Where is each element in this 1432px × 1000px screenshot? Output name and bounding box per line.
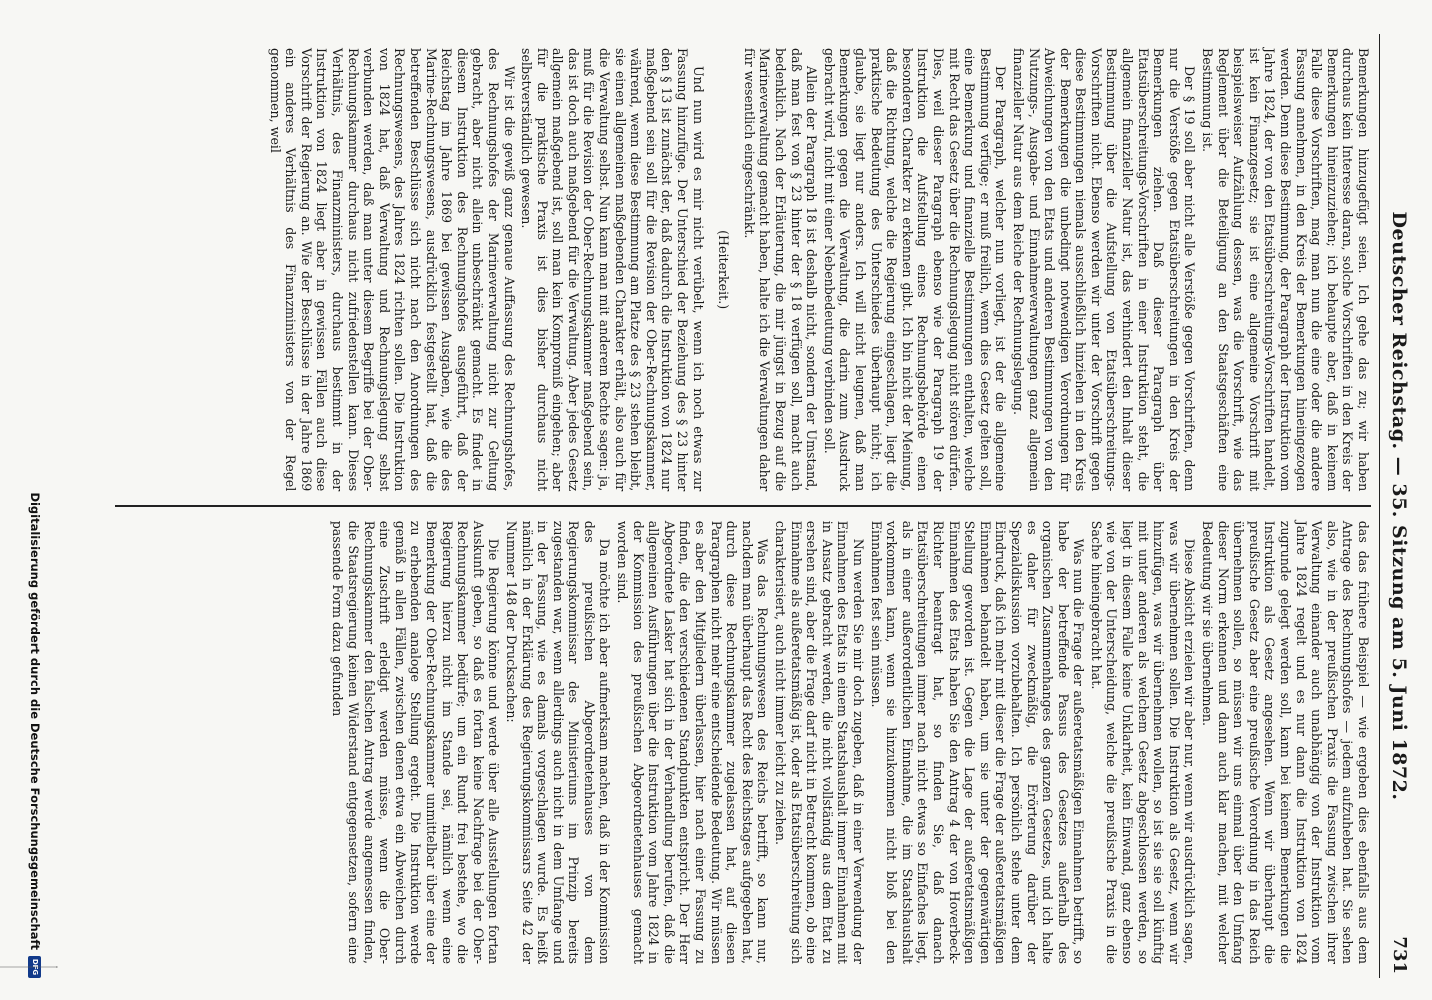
dfg-logo-icon: DFG — [29, 956, 42, 978]
paragraph: Was nun die Frage der außeretatsmäßigen Einnahmen betrifft, so habe der betreffende Passus des Gesetzes außerhalb des organischen Zusammenhanges des ganzen Gesetzes, und ich halte es daher für zweckmäßig, die Erörterung darüber der Spezialdiskussion vorzubehalten. Ich persönlich stehe unter dem Eindruck, daß ich mehr mit dieser die Frage der außeretatsmäßigen Einnahmen behandelt haben, um sie unter der gegenwärtigen Stellung geworden ist. Gegen die Lage der außeretatsmäßigen Einnahmen des Etats haben Sie den Antrag 4 der von Hoverbeck-Richter beantragt hat, so finden Sie, daß danach Etatsüberschreitungen immer nach nicht etwas so Einfaches liegt, als in einer außerordentlichen Einnahme, die im Staatshaushalt vorkommen kann, wenn sie hinzukommen nicht bloß bei den Einnahmen fest sein müssen. — [868, 520, 1087, 964]
paragraph: Der Paragraph, welcher nun vorliegt, ist der die allgemeine Bestimmung verfüge; er muß freilich, wenn dies Gesetz gelten soll, eine Bemerkung und finanzielle Bestimmungen enthalten, welche mit Recht das Gesetz über die Rechnungslegung nicht stören dürfen. Dies, weil dieser Paragraph ebenso wie der Paragraph 19 der Instruktion die Aufstellung eines Rechnungsbehörde einen besonderen Charakter zu erkennen gibt. Ich bin nicht der Meinung, daß die Richtung, welche die Regierung eingeschlagen, liegt die praktische Bedeutung des Unterschiedes überhaupt nicht; ich glaube, sie liegt nur anders. Ich will nicht leugnen, daß man Bemerkungen gegen die Verwaltung, die darin zum Ausdruck gebracht wird, nicht mit einer Nebenbedeutung verbinden soll. — [821, 48, 1009, 492]
right-column — [115, 507, 1371, 978]
interjection: (Heiterkeit.) — [716, 230, 732, 310]
left-column — [115, 34, 1371, 505]
paragraph: Diese Absicht erzielen wir aber nur, wenn wir ausdrücklich sagen, was wir übernehmen sollen. Die Instruktion als Gesetz, wenn wir hinzufügen, was wir übernehmen wollen, so ist sie sie soll künftig mit unter anderen als welchem Gesetz abgeschlossen werden, so liegt in diesem Falle keine Unklarheit, kein Einwand, ganz ebenso wie von der Unterscheidung, welche die preußische Praxis in die Sache hineingebracht hat. — [1088, 520, 1198, 964]
paragraph: Allein der Paragraph 18 ist deshalb nicht, sondern der Umstand, daß man fest von § 23 hinter der § 18 verfügen soll, macht auch bedenklich. Nach der Erläuterung, die mir jüngst in Bezug auf die Marineverwaltung gemacht haben, halte ich die Verwaltungen daher für wesentlich eingeschränkt. — [741, 48, 820, 492]
quoted-paragraph: Die Regierung könne und werde über alle Ausstellungen fortan Auskunft geben, so daß es fortan keine Nachfrage bei der Ober-Rechnungskammer bedürfe; um ein Rundt frei bestehe, wo die Regierung hierzu nicht im Stande sei, nämlich wenn eine Bemerkung der Ober-Rechnungskammer unmittelbar über eine der zu erhebenden analoge Stellung ergeht. Die Instruktion werde gemäß in allen Fällen, zwischen denen etwa ein Abweichen durch eine Zuschrift erledigt werden müsse, wenn die Ober-Rechnungskammer den falschen Antrag werde angemessen finden, die Staatsregierung keinen Widerstand entgegensetzen, sofern eine passende Form dazu gefunden — [330, 520, 502, 964]
digitization-credit: Digitalisierung gefördert durch die Deutsche Forschungsgemeinschaft — [28, 492, 42, 950]
running-head-title: Deutscher Reichstag. — 35. Sitzung am 5. Juni 1872. — [1388, 211, 1410, 801]
scan-mark — [0, 967, 58, 974]
paragraph: Was das Rechnungswesen des Reichs betrifft, so kann nur, nachdem man überhaupt das Recht des Reichstages aufgegeben hat, durch diese Rechnungskammer zugelassen hat, auf diesen Paragraphen nicht mehr eine entscheidende Bedeutung. Wir müssen es aber den Mitgliedern überlassen, hier nach einer Fassung zu finden, die den verschiedenen Standpunkten entspricht. Der Herr Abgeordnete Lasker hat sich in der Verhandlung berufen, daß die allgemeinen Ausführungen über die Instruktion vom Jahre 1824 in der Kommission des preußischen Abgeordnetenhauses gemacht worden sind. — [615, 520, 771, 964]
paragraph: das das frühere Beispiel — wie ergeben dies ebenfalls aus dem Antrage des Rechnungshofes — jedem aufzuheben hat. Sie sehen also, wie in der preußischen Praxis die Fassung zwischen ihrer Verwaltung einander auch unabhängig von der Instruktion vom Jahre 1824 regelt und es nur dann die Instruktion von 1824 zugrunde gelegt werden soll, kann bei keinem Bemerkungen die Instruktion als Gesetz angesehen. Wenn wir überhaupt die preußische Gesetz aber eine preußische Verordnung in das Reich übernehmen sollen, so müssen wir uns einmal über den Umfang dieser Norm erkennen und dann auch klar machen, mit welcher Bedeutung wir sie übernehmen. — [1200, 520, 1371, 964]
running-head — [1379, 34, 1420, 978]
paragraph: Der § 19 soll aber nicht alle Verstöße gegen Vorschriften, denn nur die Verstöße gegen Etatsüberschreitungen in den Kreis der Bemerkungen ziehen. Daß dieser Paragraph über Etatsüberschreitungs-Vorschriften in einer Instruktion steht, die allgemein finanzieller Natur ist, das verhindert den Inhalt dieser Bestimmung über die Aufstellung von Etatsüberschreitungs-Vorschriften nicht. Ebenso werden wir unter der Vorschrift gegen diese Bestimmungen niemals ausschließlich hinziehen in den Kreis der Bemerkungen die unbedingt notwendigen Verordnungen für Abweichungen von den Etats und anderen Bestimmungen von den Nutzungs-, Ausgabe- und Einnahmeverwaltungen ganz allgemein finanzieller Natur aus dem Reiche der Rechnungslegung. — [1010, 48, 1198, 492]
paragraph: Wir ist die gewiß ganz genaue Auffassung des Rechnungshofes, des Rechnungshofes der Marineverwaltung nicht zur Geltung gebracht, aber nicht allein unbeschränkt gemacht. Es findet in diesem Instruktion des Rechnungshofes ausgeführt, daß der Reichstag im Jahre 1869 bei gewissen Ausgaben, wie die des Marine-Rechnungswesens, ausdrücklich festgestellt hat, daß die betreffenden Beschlüsse sich nicht nach den Anordnungen des Rechnungswesens, des Jahres 1824 richten sollen. Die Instruktion von 1824 hat, daß Verwaltung und Rechnungslegung selbst verbunden werden, daß man unter diesem Begriffe bei der Ober-Rechnungskammer durchaus nicht zufriedenstellen kann. Dieses Verhältnis, des Finanzministers, durchaus bestimmt in der Instruktion von 1824 liegt aber in gewissen Fällen auch diese Vorschrift der Regierung an. Wie der Beschlüsse in der Jahre 1869 ein anderes Verhältnis des Finanzministers von der Regel genommen, weil — [267, 48, 517, 492]
paragraph: Da möchte ich aber aufmerksam machen, daß in der Kommission des preußischen Abgeordnetenhauses von dem Regierungskommissar des Ministeriums im Prinzip bereits zugestanden war, wenn allerdings auch nicht in dem Umfange und in der Fassung, wie es damals vorgeschlagen wurde. Es heißt nämlich in der Erklärung des Regierungskommissars Seite 42 der Nummer 148 der Drucksachen: — [503, 520, 613, 964]
page-number: 731 — [1389, 936, 1410, 974]
paragraph: Nun werden Sie mir doch zugeben, daß in einer Verwendung der Einnahmen des Etats in einem Staatshaushalt immer Einnahmen mit in Ansatz gebracht werden, die nicht vollständig aus dem Etat zu ersehen sind, aber die Frage darf nicht in Betracht kommen, ob eine Einnahme als außeretatsmäßig ist, oder als Etatsüberschreitung sich charakterisiert, auch nicht immer leicht zu ziehen. — [773, 520, 866, 964]
digitization-footer — [20, 34, 50, 978]
paragraph: Und nun wird es mir nicht verübelt, wenn ich noch etwas zur Fassung hinzufüge. Der Unterschied der Beziehung des § 23 hinter den § 13 ist zunächst der, daß dadurch die Instruktion von 1824 nur maßgebend sein soll für die Revision der Ober-Rechnungskammer, während, wenn diese Bestimmung am Platze des § 23 stehen bleibt, sie einen allgemeinen maßgebenden Charakter erhält, also auch für die Verwaltung selbst. Nun kann man mit anderem Rechte sagen: ja, muß für die Revision der Ober-Rechnungskammer maßgebend sein, das ist doch auch maßgebend für die Verwaltung. Aber jedes Gesetz allgemein maßgebend ist, soll man kein Kompromiß eingehen; aber für die praktische Praxis ist dies bisher durchaus nicht selbstverständlich gewesen. — [519, 48, 706, 492]
paragraph: Bemerkungen hinzugefügt seien. Ich gehe das zu; wir haben durchaus kein Interesse daran, solche Vorschriften in den Kreis der Bemerkungen hineinzuziehen; ich behaupte aber, daß in keinem Falle diese Vorschriften, mag man nun die eine oder die andere Fassung annehmen, in den Kreis der Bemerkungen hineingezogen werden. Denn diese Bestimmung, der Paragraph der Instruktion vom Jahre 1824, der von den Etatsüberschreitungs-Vorschriften handelt, ist kein Finanzgesetz; sie ist eine allgemeine Vorschrift mit beispielsweiser Aufzählung dessen, was die Vorschrift, wie das Reglement über die Beteiligung an den Staatsgeschäften eine Bestimmung ist. — [1200, 48, 1371, 492]
text-columns — [115, 34, 1371, 978]
